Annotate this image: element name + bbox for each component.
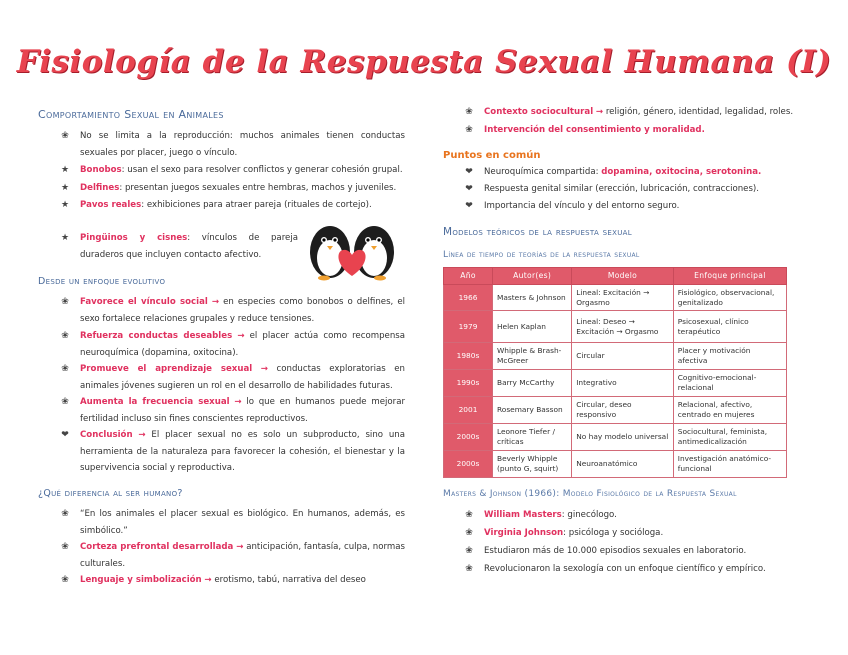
table-row: 2000s Beverly Whipple (punto G, squirt) Neuroanatómico Investigación anatómico-funcional [444, 451, 787, 478]
flower-icon: ❀ [61, 542, 69, 552]
penguins-heart-illustration [304, 214, 400, 282]
models-heading: Modelos teóricos de la respuesta sexual [443, 226, 632, 238]
flower-icon: ❀ [465, 564, 473, 574]
theories-timeline-table [443, 267, 787, 478]
heart-icon: ❤ [465, 167, 473, 177]
flower-icon: ❀ [61, 397, 69, 407]
flower-icon: ❀ [465, 125, 473, 135]
flower-icon: ❀ [61, 297, 69, 307]
star-icon: ★ [60, 183, 70, 193]
section-heading-human: ¿Qué diferencia al ser humano? [38, 488, 183, 499]
flower-icon: ❀ [61, 575, 69, 585]
table-header: Enfoque principal [673, 268, 786, 285]
table-row: 2001 Rosemary Basson Circular, deseo responsivo Relacional, afectivo, centrado en mujeres [444, 397, 787, 424]
table-header: Año [444, 268, 493, 285]
star-icon: ★ [60, 165, 70, 175]
flower-icon: ❀ [61, 509, 69, 519]
table-row: 1966 Masters & Johnson Lineal: Excitación → Orgasmo Fisiológico, observacional, genitalizado [444, 285, 787, 311]
heart-icon: ❤ [465, 184, 473, 194]
masters-johnson-heading: Masters & Johnson (1966): Modelo Fisiológico de la Respuesta Sexual [443, 489, 737, 499]
timeline-heading: Línea de tiempo de teorías de la respuesta sexual [443, 250, 640, 260]
table-row: 2000s Leonore Tiefer / críticas No hay modelo universal Sociocultural, feminista, antimedicalización [444, 424, 787, 451]
flower-icon: ❀ [61, 331, 69, 341]
section-heading-evolution: Desde un enfoque evolutivo [38, 276, 166, 287]
flower-icon: ❀ [465, 510, 473, 520]
section-heading-animals: Comportamiento Sexual en Animales [38, 108, 224, 121]
star-icon: ★ [60, 233, 70, 243]
common-points-heading: Puntos en común [443, 150, 541, 161]
table-row: 1990s Barry McCarthy Integrativo Cognitivo-emocional-relacional [444, 370, 787, 397]
table-row: 1979 Helen Kaplan Lineal: Deseo → Excitación → Orgasmo Psicosexual, clínico terapéutico [444, 311, 787, 343]
flower-icon: ❀ [61, 364, 69, 374]
table-header: Autor(es) [493, 268, 572, 285]
flower-icon: ❀ [61, 131, 69, 141]
table-header: Modelo [572, 268, 674, 285]
heart-icon: ❤ [61, 430, 69, 440]
page-title: Fisiología de la Respuesta Sexual Humana (I) [16, 44, 832, 80]
flower-icon: ❀ [465, 546, 473, 556]
heart-icon: ❤ [465, 201, 473, 211]
table-row: 1980s Whipple & Brash-McGreer Circular Placer y motivación afectiva [444, 343, 787, 370]
flower-icon: ❀ [465, 107, 473, 117]
flower-icon: ❀ [465, 528, 473, 538]
star-icon: ★ [60, 200, 70, 210]
